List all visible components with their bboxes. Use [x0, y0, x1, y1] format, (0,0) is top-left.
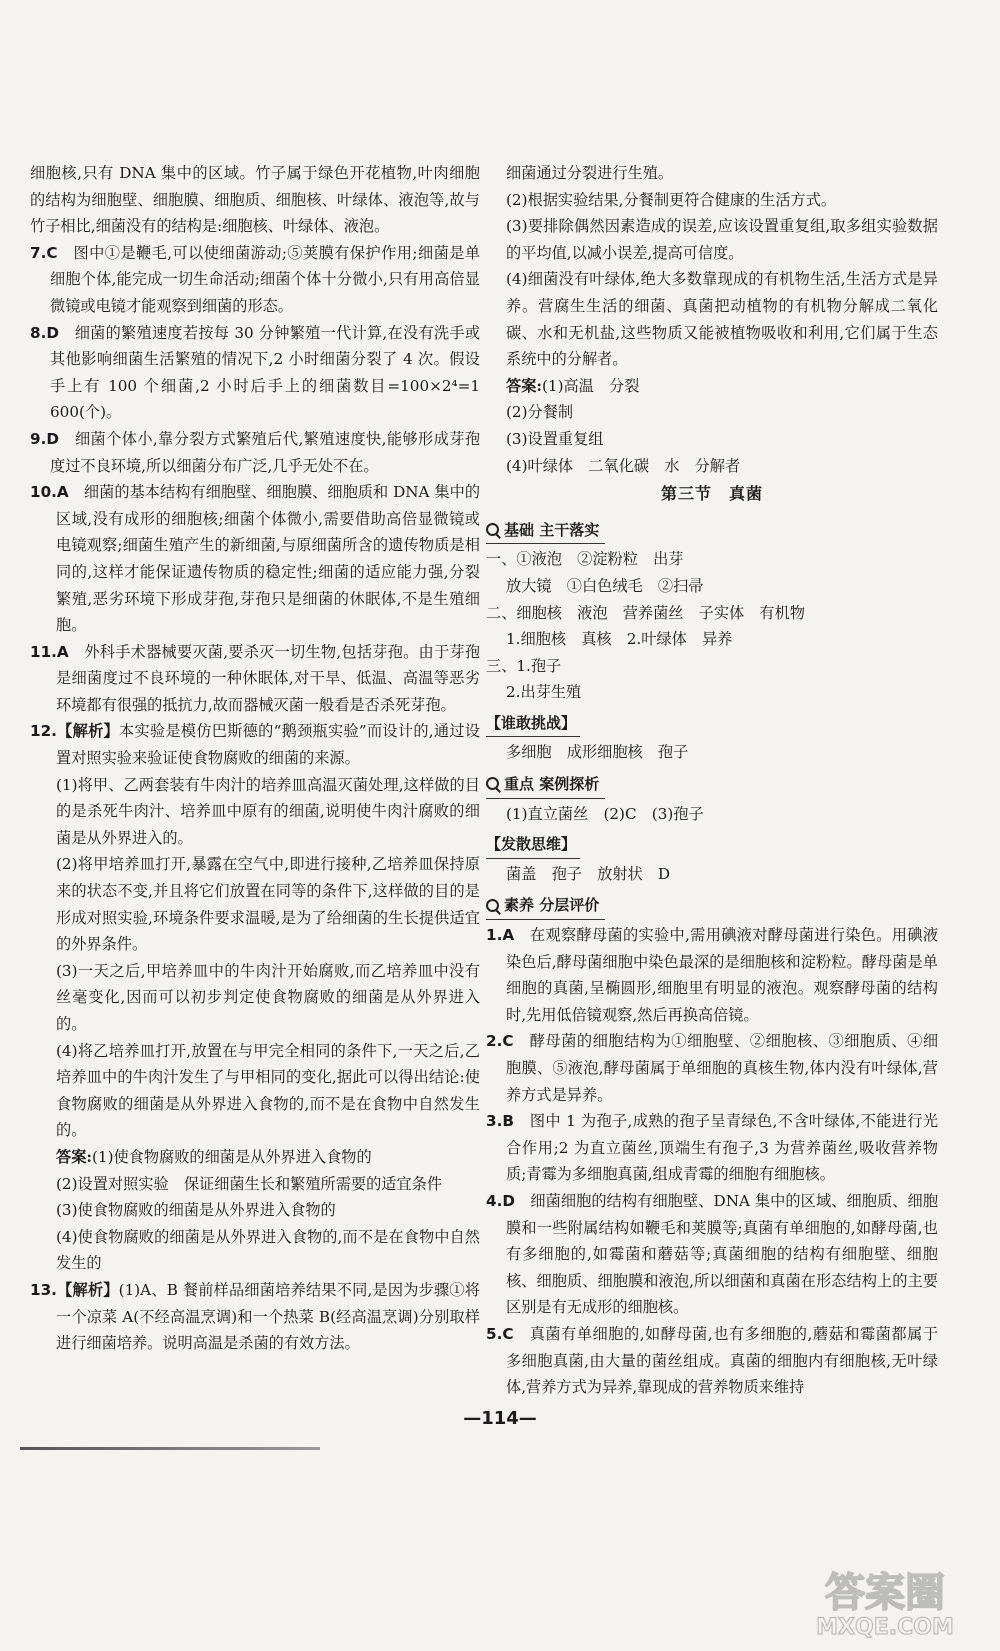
paragraph: 三、1.孢子 [486, 656, 562, 675]
answer-item-12 [30, 718, 480, 771]
item-text: 细菌的繁殖速度若按每 30 分钟繁殖一代计算,在没有洗手或其他影响细菌生活繁殖的情况下,2 小时细菌分裂了 4 次。假设手上有 100 个细菌,2 小时后手上的细菌数目=100×2⁴=1 600(个)。 [50, 323, 481, 422]
section-header-case-study [486, 770, 605, 799]
item-text: 细菌的基本结构有细胞壁、细胞膜、细胞质和 DNA 集中的区域,没有成形的细胞核;细菌个体微小,需要借助高倍显微镜或电镜观察;细菌生殖产生的新细菌,与原细菌所含的遗传物质是相同的,这样才能保证遗传物质的稳定性;细菌的适应能力强,分裂繁殖,恶劣环境下形成芽孢,芽孢只是细菌的休眠体,不是生殖细胞。 [56, 483, 481, 635]
answer-line [486, 373, 938, 400]
answer-item-5 [486, 1321, 938, 1401]
answer-tag: 答案: [506, 376, 542, 395]
answer-item-1 [486, 922, 938, 1028]
item-text: 图中①是鞭毛,可以使细菌游动;⑤荚膜有保护作用;细菌是单细胞个体,能完成一切生命活动;细菌个体十分微小,只有用高倍显微镜或电镜才能观察到细菌的形态。 [50, 243, 481, 315]
right-column [486, 160, 938, 1401]
answer-item-3 [486, 1108, 938, 1188]
paragraph: 菌盖 孢子 放射状 D [506, 864, 671, 883]
paragraph: (2)根据实验结果,分餐制更符合健康的生活方式。 [506, 190, 837, 209]
item-number: 13. [30, 1280, 57, 1299]
item-number: 4.D [486, 1191, 515, 1210]
answer-text: (1)使食物腐败的细菌是从外界进入食物的 [91, 1147, 372, 1166]
paragraph: (4)将乙培养皿打开,放置在与甲完全相同的条件下,一天之后,乙培养皿中的牛肉汁发生了与甲相同的变化,据此可以得出结论:使食物腐败的细菌是从外界进入食物的,而不是在食物中自然发生的。 [56, 1041, 480, 1140]
item-number: 9.D [30, 429, 59, 448]
item-text: 在观察酵母菌的实验中,需用碘液对酵母菌进行染色。用碘液染色后,酵母菌细胞中染色最深的是细胞核和淀粉粒。酵母菌是单细胞的真菌,呈椭圆形,细胞里有明显的液泡。观察酵母菌的结构时,先用低倍镜观察,然后再换高倍镜。 [506, 926, 939, 1024]
section-header-challenge: 【谁敢挑战】 [486, 710, 580, 738]
watermark-main: 答案圈 [825, 1570, 945, 1616]
paragraph: (3)一天之后,甲培养皿中的牛肉汁开始腐败,而乙培养皿中没有丝毫变化,因而可以初步判定使食物腐败的细菌是从外界进入的。 [56, 961, 480, 1033]
watermark-logo [790, 1560, 980, 1640]
answer-item-11 [30, 639, 480, 719]
section-header-basics [486, 516, 605, 545]
item-number: 2.C [486, 1032, 514, 1051]
item-text: 真菌有单细胞的,如酵母菌,也有多细胞的,蘑菇和霉菌都属于多细胞真菌,由大量的菌丝组成。真菌的细胞内有细胞核,无叶绿体,营养方式为异养,靠现成的营养物质来维持 [506, 1324, 939, 1397]
item-text: 图中 1 为孢子,成熟的孢子呈青绿色,不含叶绿体,不能进行光合作用;2 为直立菌丝,顶端生有孢子,3 为营养菌丝,吸收营养物质;青霉为多细胞真菌,组成青霉的细胞有细胞核。 [506, 1112, 939, 1184]
answer-line: (3)设置重复组 [506, 429, 604, 448]
answer-line: (4)叶绿体 二氧化碳 水 分解者 [506, 456, 741, 475]
page-number: —114— [463, 1408, 537, 1429]
answer-line: (2)设置对照实验 保证细菌生长和繁殖所需要的适宜条件 [56, 1174, 443, 1193]
item-text: 细菌细胞的结构有细胞壁、DNA 集中的区域、细胞质、细胞膜和一些附属结构如鞭毛和荚膜等;真菌有单细胞的,如酵母菌,也有多细胞的,如霉菌和蘑菇等;真菌细胞的结构有细胞壁、细胞核、细胞质、细胞膜和液泡,所以细菌和真菌在形态结构上的主要区别是有无成形的细胞核。 [506, 1191, 939, 1317]
item-number: 7.C [30, 243, 58, 262]
magnifier-icon [486, 777, 500, 791]
answer-tag: 答案: [56, 1147, 92, 1166]
item-number: 3.B [486, 1112, 514, 1131]
magnifier-icon [486, 523, 500, 537]
answer-line: (4)使食物腐败的细菌是从外界进入食物的,而不是在食物中自然发生的 [56, 1227, 480, 1273]
paragraph: 2.出芽生殖 [506, 683, 582, 702]
answer-item-4 [486, 1188, 938, 1321]
paragraph: 多细胞 成形细胞核 孢子 [506, 743, 689, 762]
paragraph: 放大镜 ①白色绒毛 ②扫帚 [506, 576, 704, 595]
paragraph: 细菌通过分裂进行生殖。 [506, 164, 674, 182]
answer-item-9 [30, 426, 480, 479]
item-number: 8.D [30, 323, 59, 342]
item-text: 本实验是模仿巴斯德的“鹅颈瓶实验”而设计的,通过设置对照实验来验证使食物腐败的细菌的来源。 [56, 722, 481, 768]
analysis-tag: 【解析】 [56, 1280, 119, 1299]
section-header-divergent: 【发散思维】 [486, 831, 580, 859]
section-title: 第三节 真菌 [660, 484, 763, 504]
item-number: 1.A [486, 926, 515, 945]
paragraph: (4)细菌没有叶绿体,绝大多数靠现成的有机物生活,生活方式是异养。营腐生生活的细菌、真菌把动植物的有机物分解成二氧化碳、水和无机盐,这些物质又能被植物吸收和利用,它们属于生态系统中的分解者。 [506, 270, 938, 369]
item-number: 5.C [486, 1324, 514, 1343]
item-text: 酵母菌的细胞结构为①细胞壁、②细胞核、③细胞质、④细胞膜、⑤液泡,酵母菌属于单细胞的真核生物,体内没有叶绿体,营养方式是异养。 [506, 1032, 939, 1104]
left-column [30, 160, 480, 1357]
answer-item-7 [30, 240, 480, 320]
answer-item-10 [30, 479, 480, 639]
section-header-label: 基础 主干落实 [504, 520, 600, 539]
item-text: 细菌个体小,靠分裂方式繁殖后代,繁殖速度快,能够形成芽孢度过不良环境,所以细菌分布广泛,几乎无处不在。 [50, 429, 481, 475]
paragraph: 一、①液泡 ②淀粉粒 出芽 [486, 550, 684, 569]
paragraph: (3)要排除偶然因素造成的误差,应该设置重复组,取多组实验数据的平均值,以减小误差,提高可信度。 [506, 217, 938, 262]
magnifier-icon [486, 899, 500, 913]
section-header-evaluation [486, 891, 605, 920]
answer-item-8 [30, 320, 480, 426]
paragraph: 细胞核,只有 DNA 集中的区域。竹子属于绿色开花植物,叶肉细胞的结构为细胞壁、细胞膜、细胞质、细胞核、叶绿体、液泡等,故与竹子相比,细菌没有的结构是:细胞核、叶绿体、液泡。 [30, 164, 480, 236]
item-number: 11.A [30, 642, 69, 661]
answer-item-2 [486, 1028, 938, 1108]
answer-line: (2)分餐制 [506, 403, 574, 422]
item-number: 12. [30, 722, 57, 741]
paragraph: 二、细胞核 液泡 营养菌丝 子实体 有机物 [486, 603, 805, 622]
item-text: (1)A、B 餐前样品细菌培养结果不同,是因为步骤①将一个凉菜 A(不经高温烹调)和一个热菜 B(经高温烹调)分别取样进行细菌培养。说明高温是杀菌的有效方法。 [56, 1280, 480, 1353]
paragraph: (1)将甲、乙两套装有牛肉汁的培养皿高温灭菌处理,这样做的目的是杀死牛肉汁、培养皿中原有的细菌,说明使牛肉汁腐败的细菌是从外界进入的。 [56, 775, 480, 847]
answer-line [30, 1144, 480, 1171]
watermark-sub: MXQE.COM [816, 1615, 954, 1640]
section-header-label: 素养 分层评价 [504, 896, 600, 915]
answer-text: (1)高温 分裂 [541, 376, 640, 395]
item-number: 10.A [30, 483, 69, 502]
paragraph: 1.细胞核 真核 2.叶绿体 异养 [506, 630, 733, 649]
bottom-rule [20, 1447, 320, 1450]
answer-item-13 [30, 1277, 480, 1357]
analysis-tag: 【解析】 [56, 722, 120, 741]
section-header-label: 重点 案例探析 [504, 775, 600, 794]
answer-line: (3)使食物腐败的细菌是从外界进入食物的 [56, 1201, 336, 1220]
item-text: 外科手术器械要灭菌,要杀灭一切生物,包括芽孢。由于芽孢是细菌度过不良环境的一种休眠体,对干旱、低温、高温等恶劣环境都有很强的抵抗力,故而器械灭菌一般看是否杀死芽孢。 [56, 642, 481, 714]
paragraph: (2)将甲培养皿打开,暴露在空气中,即进行接种,乙培养皿保持原来的状态不变,并且将它们放置在同等的条件下,这样做的目的是形成对照实验,环境条件要求温暖,是为了给细菌的生长提供适宜的外界条件。 [56, 855, 480, 954]
paragraph: (1)直立菌丝 (2)C (3)孢子 [506, 804, 704, 823]
